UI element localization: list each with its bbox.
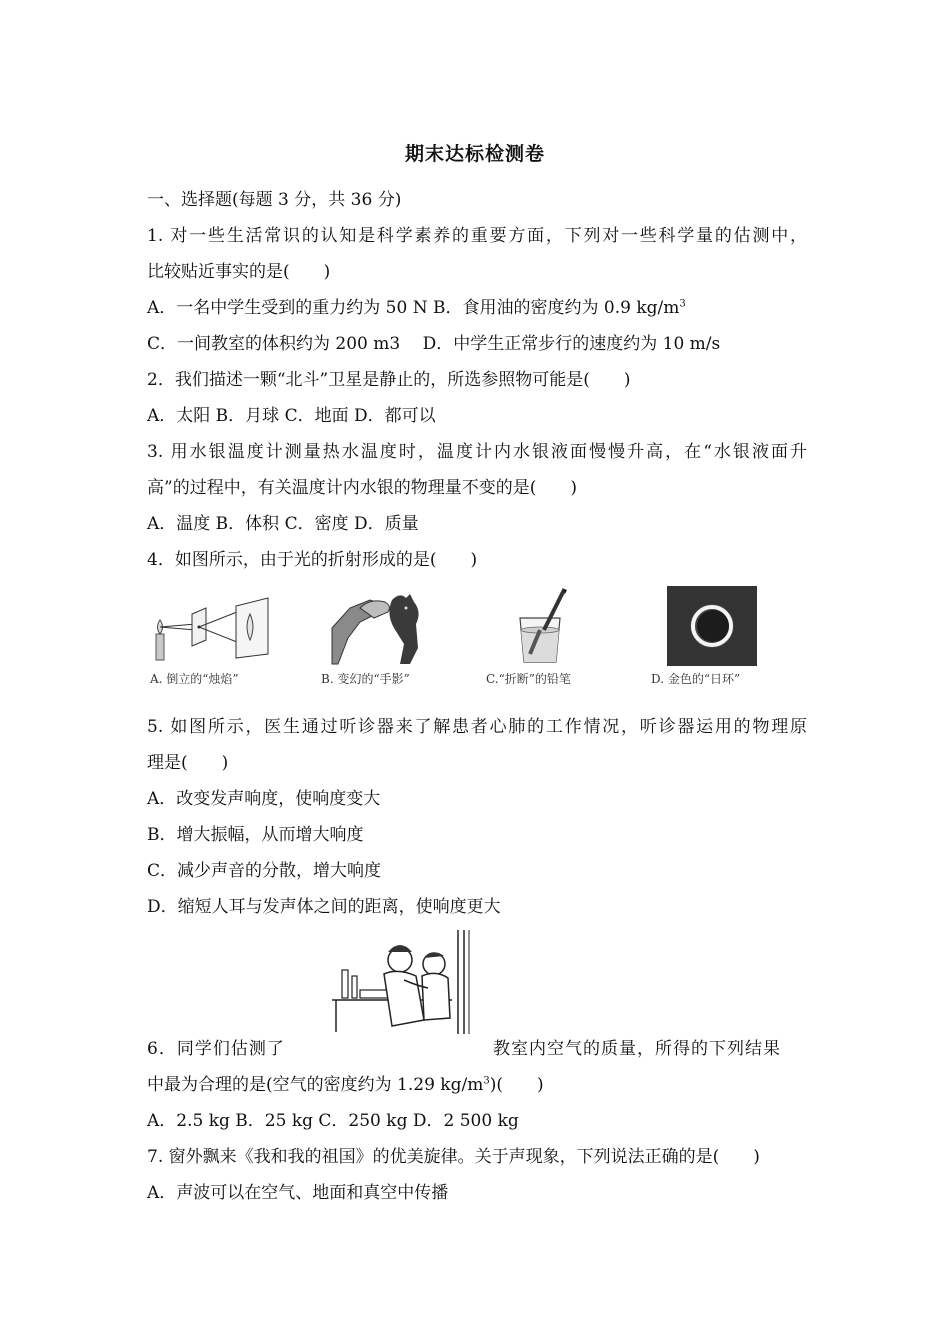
doctor-stethoscope-figure [332, 930, 472, 1034]
caption-d: D. 金色的“日环” [651, 672, 741, 686]
q3-options: A．温度 B．体积 C．密度 D．质量 [147, 514, 419, 534]
q1-superscript: 3 [679, 298, 686, 310]
q6-stem-line2 [147, 1074, 544, 1096]
q7-stem: 7. 窗外飘来《我和我的祖国》的优美旋律。关于声现象，下列说法正确的是( ) [147, 1147, 760, 1167]
solar-ring-figure [667, 586, 757, 666]
q1-options-ab-text: A．一名中学生受到的重力约为 50 N B．食用油的密度约为 0.9 kg/m [147, 298, 680, 318]
q5-stem-line2: 理是( ) [147, 753, 229, 773]
q6-superscript: 3 [483, 1075, 490, 1087]
q5-option-d: D．缩短人耳与发声体之间的距离，使响度更大 [147, 897, 501, 917]
q6-stem-line2-text: 中最为合理的是(空气的密度约为 1.29 kg/m [147, 1075, 484, 1095]
q7-option-a: A．声波可以在空气、地面和真空中传播 [147, 1183, 449, 1203]
candle-pinhole-figure [150, 596, 272, 666]
q3-stem-line2: 高”的过程中，有关温度计内水银的物理量不变的是( ) [147, 478, 577, 498]
q6-stem-line2-end: )( ) [489, 1075, 544, 1095]
q5-option-a: A．改变发声响度，使响度变大 [147, 789, 381, 809]
q3-stem-line1: 3. 用水银温度计测量热水温度时，温度计内水银液面慢慢升高，在“水银液面升 [147, 442, 807, 462]
caption-a: A. 倒立的“烛焰” [150, 672, 239, 686]
page-title: 期末达标检测卷 [404, 143, 545, 165]
caption-b: B. 变幻的“手影” [321, 672, 410, 686]
q6-stem-part1: 6．同学们估测了 [147, 1039, 285, 1059]
q1-options-cd: C．一间教室的体积约为 200 m3 D．中学生正常步行的速度约为 10 m/s [147, 334, 721, 354]
q1-stem-line1: 1. 对一些生活常识的认知是科学素养的重要方面，下列对一些科学量的估测中， [147, 226, 807, 246]
q5-option-c: C．减少声音的分散，增大响度 [147, 861, 382, 881]
hand-shadow-figure [330, 588, 430, 666]
pencil-in-water-figure [510, 588, 570, 666]
section-heading: 一、选择题(每题 3 分，共 36 分) [147, 190, 402, 210]
q5-option-b: B．增大振幅，从而增大响度 [147, 825, 364, 845]
q4-stem: 4．如图所示，由于光的折射形成的是( ) [147, 550, 478, 570]
caption-c: C.“折断”的铅笔 [486, 672, 571, 686]
q1-stem-line2: 比较贴近事实的是( ) [147, 262, 331, 282]
q5-stem-line1: 5. 如图所示，医生通过听诊器来了解患者心肺的工作情况，听诊器运用的物理原 [147, 717, 807, 737]
q2-options: A．太阳 B．月球 C．地面 D．都可以 [147, 406, 436, 426]
q6-options: A．2.5 kg B．25 kg C．250 kg D．2 500 kg [147, 1111, 519, 1131]
q1-options-ab [147, 297, 686, 319]
q6-stem-part2: 教室内空气的质量，所得的下列结果 [493, 1039, 781, 1059]
q2-stem: 2．我们描述一颗“北斗”卫星是静止的，所选参照物可能是( ) [147, 370, 631, 390]
